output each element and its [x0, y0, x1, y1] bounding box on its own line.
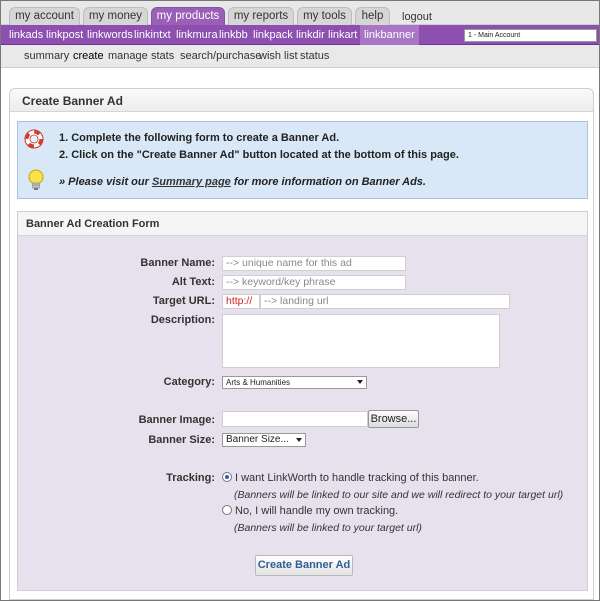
chevron-down-icon	[357, 380, 363, 384]
nav-linkpost[interactable]: linkpost	[46, 29, 84, 41]
tracking-own-text: No, I will handle my own tracking.	[235, 505, 399, 517]
instruction-step-2: 2. Click on the "Create Banner Ad" button located at the bottom of this page.	[59, 149, 459, 161]
banner-size-label: Banner Size:	[148, 434, 215, 446]
subnav-search-purchase[interactable]: search/purchase	[180, 50, 262, 62]
banner-size-selected-value: Banner Size...	[226, 434, 289, 445]
tracking-linkworth-note: (Banners will be linked to our site and we will redirect to your target url)	[234, 489, 564, 501]
nav-linkpack[interactable]: linkpack	[253, 29, 293, 41]
nav-linkintxt[interactable]: linkintxt	[134, 29, 171, 41]
banner-name-label: Banner Name:	[140, 257, 215, 269]
banner-name-input[interactable]: --> unique name for this ad	[222, 256, 406, 271]
target-url-label: Target URL:	[152, 295, 215, 307]
create-banner-ad-button[interactable]: Create Banner Ad	[255, 555, 353, 576]
nav-linkbanner[interactable]: linkbanner	[360, 25, 419, 45]
summary-note	[59, 176, 426, 188]
tab-my-products[interactable]: my products	[151, 7, 225, 26]
subnav-manage[interactable]: manage	[108, 50, 148, 62]
nav-linkads[interactable]: linkads	[9, 29, 44, 41]
target-url-input[interactable]: --> landing url	[260, 294, 510, 309]
form-header	[18, 212, 587, 236]
nav-linkwords[interactable]: linkwords	[87, 29, 133, 41]
summary-note-prefix: » Please visit our	[59, 176, 152, 188]
tab-my-tools[interactable]: my tools	[297, 7, 352, 25]
chevron-down-icon	[296, 438, 302, 442]
nav-linkart[interactable]: linkart	[328, 29, 358, 41]
nav-linkdir[interactable]: linkdir	[296, 29, 325, 41]
logout-link[interactable]: logout	[402, 11, 432, 23]
nav-linkbb[interactable]: linkbb	[219, 29, 248, 41]
lightbulb-icon	[27, 169, 45, 191]
summary-page-link[interactable]: Summary page	[151, 176, 231, 188]
instruction-step-1: 1. Complete the following form to create a Banner Ad.	[59, 132, 340, 144]
lifebuoy-icon	[24, 129, 44, 149]
tracking-own-note: (Banners will be linked to your target url)	[234, 522, 422, 534]
category-select[interactable]	[222, 376, 367, 389]
tracking-own-radio[interactable]	[222, 505, 232, 515]
product-nav-bar	[1, 25, 599, 45]
tab-my-account[interactable]: my account	[9, 7, 80, 25]
banner-size-select[interactable]	[222, 433, 306, 447]
tracking-label: Tracking:	[166, 472, 215, 484]
sub-nav-bar	[1, 45, 599, 68]
subnav-stats[interactable]: stats	[151, 50, 175, 62]
tab-my-reports[interactable]: my reports	[228, 7, 294, 25]
banner-image-file-input[interactable]	[222, 411, 368, 427]
tracking-linkworth-text: I want LinkWorth to handle tracking of this banner.	[235, 472, 479, 484]
top-tab-bar	[1, 1, 599, 25]
form-title: Banner Ad Creation Form	[26, 218, 160, 230]
alt-text-label: Alt Text:	[171, 276, 215, 288]
tracking-linkworth-radio[interactable]	[222, 472, 232, 482]
account-select[interactable]: 1 - Main Account	[464, 29, 597, 42]
instructions-box	[17, 121, 588, 199]
nav-linkmura[interactable]: linkmura	[176, 29, 218, 41]
subnav-create[interactable]: create	[73, 50, 104, 62]
category-label: Category:	[163, 376, 215, 388]
browse-button[interactable]: Browse...	[368, 410, 419, 428]
summary-note-suffix: for more information on Banner Ads.	[230, 176, 426, 188]
tab-help[interactable]: help	[355, 7, 390, 25]
subnav-summary[interactable]: summary	[24, 50, 70, 62]
banner-image-label: Banner Image:	[138, 414, 215, 426]
description-label: Description:	[150, 314, 215, 326]
subnav-status[interactable]: status	[300, 50, 330, 62]
alt-text-input[interactable]: --> keyword/key phrase	[222, 275, 406, 290]
subnav-wish-list[interactable]: wish list	[259, 50, 298, 62]
target-url-protocol-input[interactable]: http://	[222, 294, 260, 309]
page-title: Create Banner Ad	[22, 94, 123, 108]
panel-header	[10, 89, 593, 112]
category-selected-value: Arts & Humanities	[226, 378, 291, 387]
tab-my-money[interactable]: my money	[83, 7, 148, 25]
description-textarea[interactable]	[222, 314, 500, 368]
